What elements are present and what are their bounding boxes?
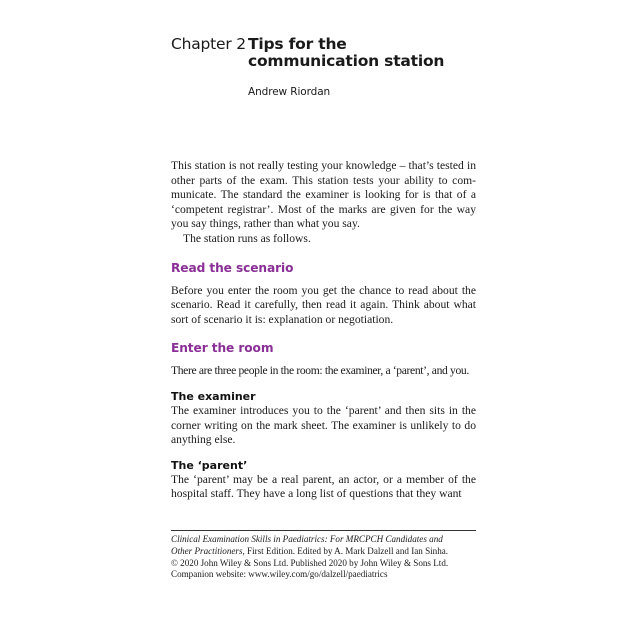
book-title-line-1: Clinical Examination Skills in Paediatrics: For MRCPCH Candidates and <box>171 534 443 544</box>
companion-website: Companion website: www.wiley.com/go/dalzell/paediatrics <box>171 569 388 580</box>
footnote-divider <box>171 530 476 531</box>
subheading-the-examiner: The examiner <box>171 389 256 403</box>
subheading-the-parent: The ‘parent’ <box>171 458 248 472</box>
chapter-body <box>171 159 476 502</box>
copyright-line: © 2020 John Wiley & Sons Ltd. Published 2020 by John Wiley & Sons Ltd. <box>171 557 449 568</box>
chapter-title: Tips for the communication station <box>248 35 445 70</box>
chapter-author: Andrew Riordan <box>248 86 331 98</box>
copyright-footnote <box>171 534 476 581</box>
edition-editors: , First Edition. Edited by A. Mark Dalzell and Ian Sinha. <box>242 545 449 556</box>
book-title-line-2: Other Practitioners <box>171 545 243 556</box>
intro-paragraph: This station is not really testing your knowledge – that’s tested in other parts of the exam. This station tests your ability to com-municate. The standard the examiner is looking for is that of a ‘competent registrar’. Most of the marks are given for the way you say things, rather than what you say. <box>171 159 476 231</box>
section-heading-read-the-scenario: Read the scenario <box>171 260 294 275</box>
intro-paragraph-2: The station runs as follows. <box>183 231 311 245</box>
paragraph-the-examiner: The examiner introduces you to the ‘parent’ and then sits in the corner writing on the mark sheet. The examiner is unlikely to do anything else. <box>171 403 476 447</box>
chapter-label: Chapter 2 <box>171 35 246 53</box>
paragraph-the-parent: The ‘parent’ may be a real parent, an actor, or a member of the hospital staff. They have a long list of questions that they want <box>171 472 476 501</box>
section-paragraph-read-the-scenario: Before you enter the room you get the chance to read about the scenario. Read it carefully, then read it again. Think about what sort of scenario it is: explanation or negotiation. <box>171 283 476 326</box>
book-title-line-2-container <box>171 546 476 558</box>
section-paragraph-enter-the-room: There are three people in the room: the examiner, a ‘parent’, and you. <box>171 364 469 378</box>
section-heading-enter-the-room: Enter the room <box>171 341 274 356</box>
